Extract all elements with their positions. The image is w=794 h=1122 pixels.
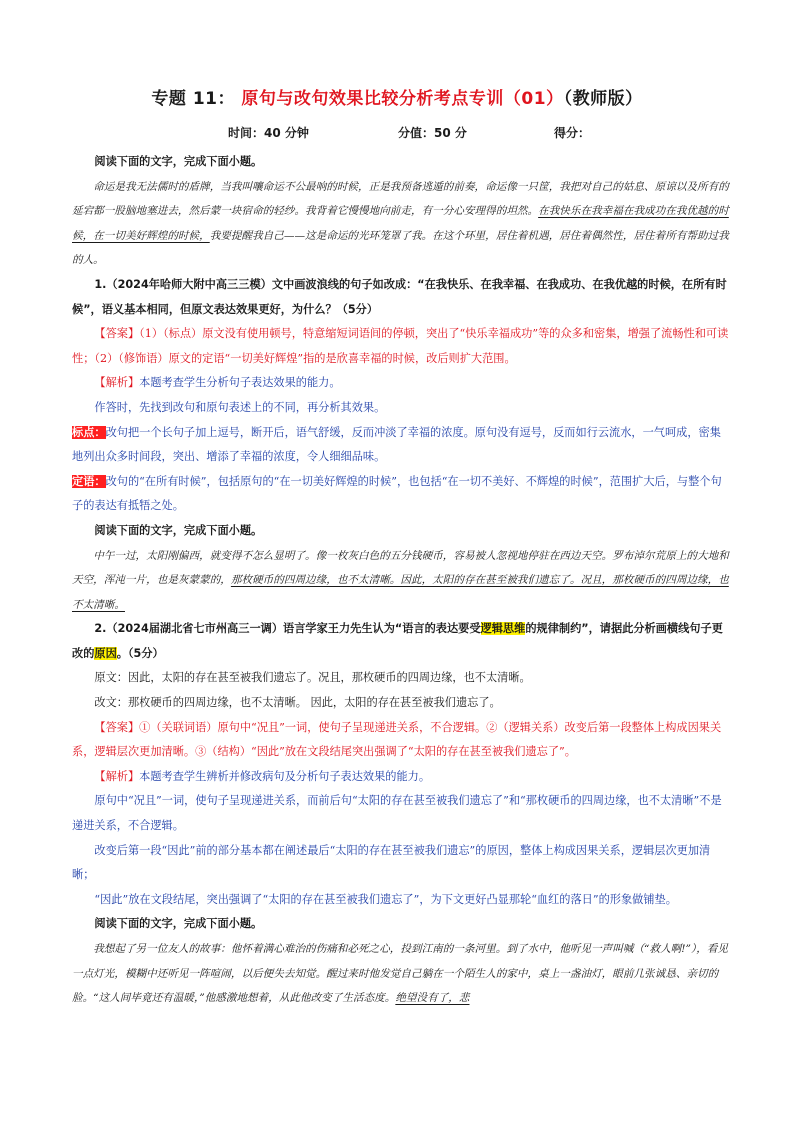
time-limit: 时间：40 分钟 bbox=[228, 126, 309, 140]
q1-analysis-2: 作答时，先找到改句和原句表述上的不同，再分析其效果。 bbox=[94, 400, 386, 414]
q1-passage: 命运是我无法儒时的盾牌，当我叫嚷命运不公最响的时候，正是我预备逃遁的前奏，命运像一只筐，我把对自己的姑息、原谅以及所有的延宕都一股脑地塞进去，然后蒙一块宿命的轻纱。我背着它慢慢地向前走，有一分心安理得的坦然。在我快乐在我幸福在我成功在我优越的时候，在一切美好辉煌的时候，我要提醒我自己——这是命运的光环笼罩了我。在这个环里，居住着机遇，居住着偶然性，居住着所有帮助过我的人。 bbox=[72, 180, 729, 267]
title-main: 原句与改句效果比较分析考点专训（01） bbox=[241, 89, 564, 109]
q2-original: 原文：因此，太阳的存在甚至被我们遗忘了。况且，那枚硬币的四周边缘，也不太清晰。 bbox=[94, 671, 531, 685]
q2-analysis-3: 改变后第一段“因此”前的部分基本都在阐述最后“太阳的存在甚至被我们遗忘”的原因，整体上构成因果关系，逻辑层次更加清晰； bbox=[72, 843, 711, 882]
q2-question: 2.（2024届湖北省七市州高三一调）语言学家王力先生认为“语言的表达要受逻辑思维的规律制约”，请据此分析画横线句子更改的原因。（5分） bbox=[72, 622, 723, 660]
q1-tag-punctuation: 标点：改句把一个长句子加上逗号，断开后，语气舒缓，反而冲淡了幸福的浓度。原句没有逗号，反而如行云流水，一气呵成，密集地列出众多时间段，突出、增添了幸福的浓度，令人细细品味。 bbox=[72, 425, 721, 464]
q1-tag-modifier: 定语：改句的“在所有时候”，包括原句的“在一切美好辉煌的时候”，也包括“在一切不美好、不辉煌的时候”，范围扩大后，与整个句子的表达有抵牾之处。 bbox=[72, 474, 722, 513]
q1-analysis: 【解析】本题考查学生分析句子表达效果的能力。 bbox=[94, 376, 341, 390]
q2-passage: 中午一过，太阳刚偏西，就变得不怎么显明了。像一枚灰白色的五分钱硬币，容易被人忽视地停驻在西边天空。罗布淖尔荒原上的大地和天空，浑沌一片，也是灰蒙蒙的，那枚硬币的四周边缘，也不太清晰。因此，太阳的存在甚至被我们遗忘了。况且，那枚硬币的四周边缘，也不太清晰。 bbox=[72, 549, 729, 611]
q2-analysis-4: “因此”放在文段结尾，突出强调了“太阳的存在甚至被我们遗忘了”，为下文更好凸显那轮“血红的落日”的形象做铺垫。 bbox=[94, 892, 677, 906]
title-prefix: 专题 11： bbox=[151, 89, 235, 109]
q1-question: 1.（2024年哈师大附中高三三模）文中画波浪线的句子如改成：“在我快乐、在我幸福、在我成功、在我优越的时候，在所有时候”，语义基本相同，但原文表达效果更好，为什么？（5分） bbox=[72, 277, 727, 316]
document-body bbox=[72, 150, 732, 1011]
q2-instruction: 阅读下面的文字，完成下面小题。 bbox=[94, 523, 263, 537]
full-score: 分值：50 分 bbox=[398, 126, 467, 140]
q2-underline: 那枚硬币的四周边缘，也不太清晰。因此，太阳的存在甚至被我们遗忘了。况且，那枚硬币的四周边缘，也不太清晰。 bbox=[72, 574, 729, 611]
q3-passage: 我想起了另一位友人的故事：他怀着满心难治的伤痛和必死之心，投到江南的一条河里。到了水中，他听见一声叫喊（“救人啊!”），看见一点灯光，模糊中还听见一阵喧闹，以后便失去知觉。醒过来时他发觉自己躺在一个陌生人的家中，桌上一盏油灯，眼前几张诚恳、亲切的脸。“这人间毕竟还有温暖，”他感激地想着，从此他改变了生活态度。绝望没有了，悲 bbox=[72, 943, 729, 1005]
score-field: 得分： bbox=[554, 126, 591, 140]
title-suffix: （教师版） bbox=[563, 89, 643, 109]
q3-underline: 绝望没有了，悲 bbox=[395, 992, 470, 1005]
q2-analysis: 【解析】本题考查学生辨析并修改病句及分析句子表达效果的能力。 bbox=[94, 769, 431, 783]
page-title bbox=[0, 84, 794, 109]
q2-revised: 改文：那枚硬币的四周边缘，也不太清晰。 因此，太阳的存在甚至被我们遗忘了。 bbox=[94, 696, 501, 710]
q2-analysis-2: 原句中“况且”一词，使句子呈现递进关系，而前后句“太阳的存在甚至被我们遗忘了”和“那枚硬币的四周边缘，也不太清晰”不是递进关系，不合逻辑。 bbox=[72, 794, 722, 833]
q1-wavy-underline: 在我快乐在我幸福在我成功在我优越的时候，在一切美好辉煌的时候， bbox=[72, 205, 729, 242]
q2-answer: 【答案】①（关联词语）原句中“况且”一词，使句子呈现递进关系，不合逻辑。②（逻辑关系）改变后第一段整体上构成因果关系，逻辑层次更加清晰。③（结构）“因此”放在文段结尾突出强调了“太阳的存在甚至被我们遗忘了”。 bbox=[72, 720, 722, 759]
q1-answer: 【答案】（1）（标点）原文没有使用顿号，特意缩短词语间的停顿，突出了“快乐幸福成功”等的众多和密集，增强了流畅性和可读性；（2）（修饰语）原文的定语“一切美好辉煌”指的是欣喜幸福的时候，改后则扩大范围。 bbox=[72, 327, 729, 365]
q3-instruction: 阅读下面的文字，完成下面小题。 bbox=[94, 917, 263, 931]
q1-instruction: 阅读下面的文字，完成下面小题。 bbox=[94, 155, 263, 168]
